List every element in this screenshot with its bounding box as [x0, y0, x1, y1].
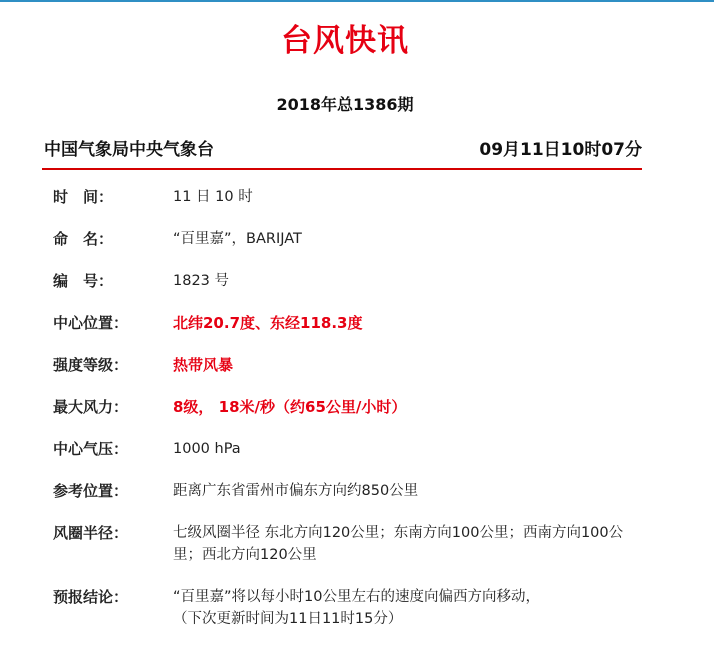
- pressure-value: 1000 hPa: [173, 441, 241, 457]
- wind-radius-value: 七级风圈半径 东北方向120公里；东南方向100公里；西南方向100公里；西北方向120公里: [173, 525, 624, 563]
- info-row-reference-position: [53, 480, 653, 502]
- max-wind-value: 8级， 18米/秒（约65公里/小时）: [173, 398, 407, 416]
- reference-position-value: 距离广东省雷州市偏东方向约850公里: [173, 483, 419, 499]
- forecast-text: “百里嘉”将以每小时10公里左右的速度向偏西方向移动，: [173, 589, 540, 605]
- max-wind-label: 最大风力：: [53, 398, 129, 416]
- pressure-label: 中心气压：: [53, 440, 129, 458]
- header-divider: [42, 168, 642, 170]
- info-row-center-position: [53, 312, 653, 334]
- number-value: 1823 号: [173, 273, 230, 289]
- bulletin-title: 台风快讯: [281, 23, 409, 59]
- info-row-max-wind: [53, 396, 653, 418]
- typhoon-info-table: [53, 186, 653, 650]
- number-label: 编 号：: [53, 272, 114, 290]
- center-position-label: 中心位置：: [53, 314, 129, 332]
- top-border: [0, 0, 714, 2]
- info-row-pressure: [53, 438, 653, 460]
- time-value: 11 日 10 时: [173, 189, 253, 205]
- name-value: “百里嘉”，BARIJAT: [173, 231, 302, 247]
- next-update-text: （下次更新时间为11日11时15分）: [173, 611, 403, 627]
- reference-position-label: 参考位置：: [53, 482, 129, 500]
- wind-radius-label: 风圈半径：: [53, 524, 129, 542]
- name-label: 命 名：: [53, 230, 114, 248]
- issue-number: 2018年总1386期: [276, 95, 414, 114]
- info-row-time: [53, 186, 653, 208]
- forecast-value: [173, 586, 638, 630]
- info-row-forecast: [53, 586, 653, 630]
- center-position-value: 北纬20.7度、东经118.3度: [173, 314, 363, 332]
- intensity-value: 热带风暴: [173, 356, 234, 374]
- info-row-number: [53, 270, 653, 292]
- issued-time: 09月11日10时07分: [479, 140, 642, 160]
- intensity-label: 强度等级：: [53, 356, 129, 374]
- forecast-label: 预报结论：: [53, 588, 129, 606]
- info-row-wind-radius: [53, 522, 653, 566]
- time-label: 时 间：: [53, 188, 114, 206]
- issuing-agency: 中国气象局中央气象台: [44, 140, 214, 160]
- info-row-intensity: [53, 354, 653, 376]
- info-row-name: [53, 228, 653, 250]
